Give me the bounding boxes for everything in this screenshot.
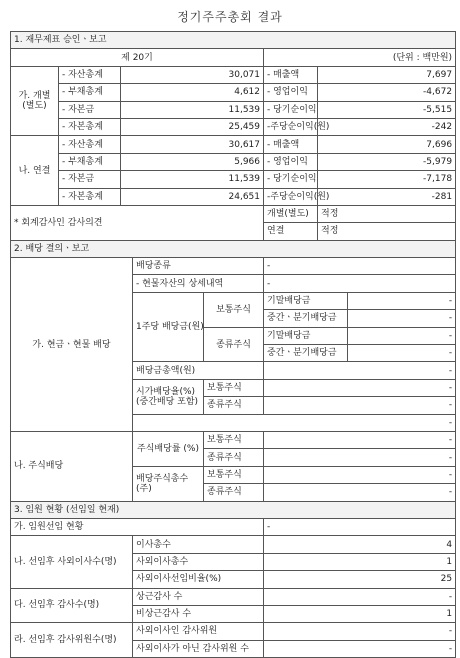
common-stock-label: 보통주식 bbox=[204, 379, 264, 396]
row-value: -4,672 bbox=[318, 84, 456, 101]
dividend-yield-label: 시가배당율(%)(중간배당 포함) bbox=[133, 379, 204, 414]
row-value: -5,979 bbox=[318, 153, 456, 170]
director-metric-value: 25 bbox=[264, 571, 456, 588]
row-label: - 부채총계 bbox=[59, 84, 121, 101]
row-value: 7,696 bbox=[318, 136, 456, 153]
stock-dividend-rate-label: 주식배당률 (%) bbox=[133, 431, 204, 466]
meeting-results-table bbox=[10, 31, 456, 658]
directors-label: 나. 선임후 사외이사수(명) bbox=[11, 536, 133, 588]
year-end-dividend-value: - bbox=[348, 327, 456, 344]
dividend-type-value: - bbox=[264, 258, 456, 275]
dividend-yield-value: - bbox=[264, 379, 456, 396]
row-label: - 자본총계 bbox=[59, 188, 121, 205]
director-metric-value: 1 bbox=[264, 553, 456, 570]
stock-dividend-total-value: - bbox=[264, 484, 456, 501]
row-value: -242 bbox=[318, 118, 456, 135]
interim-dividend-label: 중간ㆍ분기배당금 bbox=[264, 310, 348, 327]
preferred-stock-label: 종류주식 bbox=[204, 484, 264, 501]
preferred-stock-label: 종류주식 bbox=[204, 449, 264, 466]
row-value: 7,697 bbox=[318, 66, 456, 83]
row-value: 11,539 bbox=[121, 171, 264, 188]
year-end-dividend-label: 기말배당금 bbox=[264, 292, 348, 309]
row-value: 11,539 bbox=[121, 101, 264, 118]
row-label: - 자본총계 bbox=[59, 118, 121, 135]
row-label: - 매출액 bbox=[264, 66, 318, 83]
audit-committee-label: 라. 선임후 감사위원수(명) bbox=[11, 623, 133, 658]
director-metric-label: 사외이사선임비율(%) bbox=[133, 571, 264, 588]
row-label: - 매출액 bbox=[264, 136, 318, 153]
blank-row: - bbox=[133, 414, 456, 431]
fiscal-period: 제 20기 bbox=[11, 49, 264, 66]
row-value: 5,966 bbox=[121, 153, 264, 170]
auditors-label: 다. 선임후 감사수(명) bbox=[11, 588, 133, 623]
stock-dividend-total-value: - bbox=[264, 466, 456, 483]
committee-metric-value: - bbox=[264, 623, 456, 640]
row-label: - 영업이익 bbox=[264, 153, 318, 170]
audit-type: 개별(별도) bbox=[264, 205, 318, 222]
preferred-stock-label: 종류주식 bbox=[204, 397, 264, 414]
group-label-consolidated: 나. 연결 bbox=[11, 136, 59, 206]
stock-dividend-rate-value: - bbox=[264, 449, 456, 466]
row-value: -7,178 bbox=[318, 171, 456, 188]
row-value: -5,515 bbox=[318, 101, 456, 118]
in-kind-detail-value: - bbox=[264, 275, 456, 292]
common-stock-label: 보통주식 bbox=[204, 431, 264, 448]
auditor-metric-label: 상근감사 수 bbox=[133, 588, 264, 605]
dividend-yield-value: - bbox=[264, 397, 456, 414]
row-label: - 자본금 bbox=[59, 171, 121, 188]
committee-metric-label: 사외이사가 아닌 감사위원 수 bbox=[133, 640, 264, 657]
row-label: - 영업이익 bbox=[264, 84, 318, 101]
section-header-officers: 3. 임원 현황 (선임일 현재) bbox=[11, 501, 456, 518]
interim-dividend-value: - bbox=[348, 345, 456, 362]
director-metric-label: 사외이사총수 bbox=[133, 553, 264, 570]
row-value: 4,612 bbox=[121, 84, 264, 101]
total-dividend-value: - bbox=[264, 362, 456, 379]
total-dividend-label: 배당금총액(원) bbox=[133, 362, 264, 379]
common-stock-label: 보통주식 bbox=[204, 292, 264, 327]
audit-opinion: 적정 bbox=[318, 223, 456, 240]
audit-opinion-label: * 회계감사인 감사의견 bbox=[11, 205, 264, 240]
dividend-type-label: 배당종류 bbox=[133, 258, 264, 275]
row-label: - 당기순이익 bbox=[264, 171, 318, 188]
stock-dividend-total-label: 배당주식총수(주) bbox=[133, 466, 204, 501]
row-value: -281 bbox=[318, 188, 456, 205]
row-label: - 당기순이익 bbox=[264, 101, 318, 118]
auditor-metric-value: - bbox=[264, 588, 456, 605]
unit-label: (단위 : 백만원) bbox=[264, 49, 456, 66]
row-value: 30,617 bbox=[121, 136, 264, 153]
row-label: - 자산총계 bbox=[59, 136, 121, 153]
year-end-dividend-label: 기말배당금 bbox=[264, 327, 348, 344]
auditor-metric-label: 비상근감사 수 bbox=[133, 605, 264, 622]
row-label: - 부채총계 bbox=[59, 153, 121, 170]
common-stock-label: 보통주식 bbox=[204, 466, 264, 483]
director-metric-value: 4 bbox=[264, 536, 456, 553]
group-label-separate: 가. 개별(별도) bbox=[11, 66, 59, 136]
committee-metric-label: 사외이사인 감사위원 bbox=[133, 623, 264, 640]
officer-election-value: - bbox=[264, 518, 456, 535]
audit-type: 연결 bbox=[264, 223, 318, 240]
interim-dividend-value: - bbox=[348, 310, 456, 327]
stock-dividend-rate-value: - bbox=[264, 431, 456, 448]
row-value: 30,071 bbox=[121, 66, 264, 83]
auditor-metric-value: 1 bbox=[264, 605, 456, 622]
interim-dividend-label: 중간ㆍ분기배당금 bbox=[264, 345, 348, 362]
cash-dividend-label: 가. 현금ㆍ현물 배당 bbox=[11, 258, 133, 432]
in-kind-detail-label: - 현물자산의 상세내역 bbox=[133, 275, 264, 292]
stock-dividend-label: 나. 주식배당 bbox=[11, 431, 133, 501]
director-metric-label: 이사총수 bbox=[133, 536, 264, 553]
officer-election-label: 가. 임원선임 현황 bbox=[11, 518, 264, 535]
page-title: 정기주주총회 결과 bbox=[177, 10, 283, 24]
section-header-financial: 1. 재무제표 승인ㆍ보고 bbox=[11, 32, 456, 49]
audit-opinion: 적정 bbox=[318, 205, 456, 222]
year-end-dividend-value: - bbox=[348, 292, 456, 309]
row-label: -주당순이익(원) bbox=[264, 118, 318, 135]
committee-metric-value: - bbox=[264, 640, 456, 657]
row-value: 25,459 bbox=[121, 118, 264, 135]
row-label: - 자본금 bbox=[59, 101, 121, 118]
section-header-dividend: 2. 배당 결의ㆍ보고 bbox=[11, 240, 456, 257]
per-share-dividend-label: 1주당 배당금(원) bbox=[133, 292, 204, 362]
preferred-stock-label: 종류주식 bbox=[204, 327, 264, 362]
row-value: 24,651 bbox=[121, 188, 264, 205]
row-label: - 자산총계 bbox=[59, 66, 121, 83]
row-label: -주당순이익(원) bbox=[264, 188, 318, 205]
